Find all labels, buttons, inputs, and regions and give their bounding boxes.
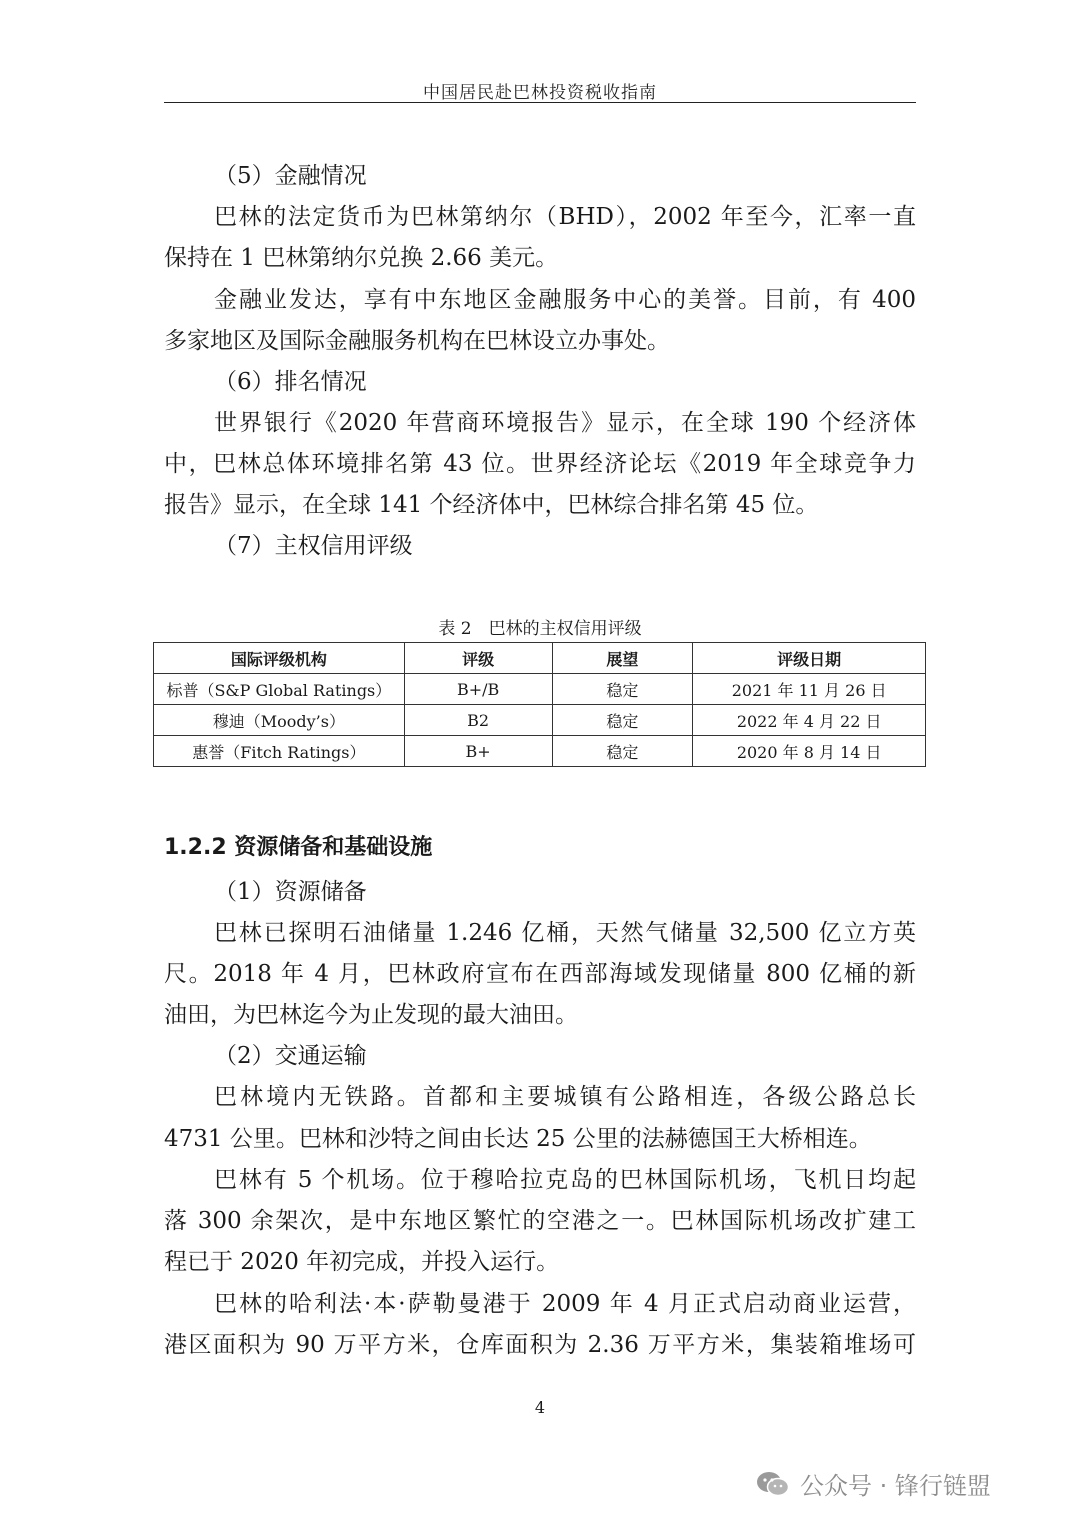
rating-cell: B+ bbox=[404, 736, 552, 767]
watermark bbox=[756, 1466, 991, 1501]
table-header-row bbox=[154, 643, 926, 674]
outlook-cell: 稳定 bbox=[552, 705, 693, 736]
agency-cell: 穆迪（Moody’s） bbox=[154, 705, 405, 736]
text-line: 报告》显示，在全球 141 个经济体中，巴林综合排名第 45 位。 bbox=[164, 492, 819, 518]
outlook-cell: 稳定 bbox=[552, 674, 693, 705]
text-line: 多家地区及国际金融服务机构在巴林设立办事处。 bbox=[164, 328, 670, 354]
text-line: 金融业发达，享有中东地区金融服务中心的美誉。目前，有 400 bbox=[214, 287, 916, 313]
column-header-agency: 国际评级机构 bbox=[154, 643, 405, 674]
table-row bbox=[154, 674, 926, 705]
text-line: 中，巴林总体环境排名第 43 位。世界经济论坛《2019 年全球竞争力 bbox=[164, 451, 916, 477]
date-cell: 2022 年 4 月 22 日 bbox=[693, 705, 926, 736]
text-line: 程已于 2020 年初完成，并投入运行。 bbox=[164, 1249, 560, 1275]
outlook-cell: 稳定 bbox=[552, 736, 693, 767]
date-cell: 2021 年 11 月 26 日 bbox=[693, 674, 926, 705]
text-line: 世界银行《2020 年营商环境报告》显示，在全球 190 个经济体 bbox=[214, 410, 916, 436]
rating-cell: B2 bbox=[404, 705, 552, 736]
text-line: 巴林有 5 个机场。位于穆哈拉克岛的巴林国际机场，飞机日均起 bbox=[214, 1167, 916, 1193]
text-line: 油田，为巴林迄今为止发现的最大油田。 bbox=[164, 1002, 578, 1028]
column-header-outlook: 展望 bbox=[552, 643, 693, 674]
text-line: 巴林的法定货币为巴林第纳尔（BHD），2002 年至今，汇率一直 bbox=[214, 204, 916, 230]
watermark-text: 公众号 · 锋行链盟 bbox=[800, 1472, 991, 1500]
text-line: 巴林境内无铁路。首都和主要城镇有公路相连，各级公路总长 bbox=[214, 1084, 916, 1110]
date-cell: 2020 年 8 月 14 日 bbox=[693, 736, 926, 767]
column-header-date: 评级日期 bbox=[693, 643, 926, 674]
section-heading: 1.2.2 资源储备和基础设施 bbox=[164, 835, 433, 860]
header-divider bbox=[164, 102, 916, 103]
text-line: 4731 公里。巴林和沙特之间由长达 25 公里的法赫德国王大桥相连。 bbox=[164, 1126, 872, 1152]
subheading-credit-rating: （7）主权信用评级 bbox=[214, 533, 413, 559]
table-row bbox=[154, 736, 926, 767]
subheading-ranking: （6）排名情况 bbox=[214, 369, 367, 395]
page-header-title: 中国居民赴巴林投资税收指南 bbox=[423, 83, 657, 103]
text-line: 尺。2018 年 4 月，巴林政府宣布在西部海域发现储量 800 亿桶的新 bbox=[164, 961, 916, 987]
column-header-rating: 评级 bbox=[404, 643, 552, 674]
agency-cell: 标普（S&P Global Ratings） bbox=[154, 674, 405, 705]
credit-rating-table bbox=[153, 642, 926, 767]
table-row bbox=[154, 705, 926, 736]
text-line: 落 300 余架次，是中东地区繁忙的空港之一。巴林国际机场改扩建工 bbox=[164, 1208, 916, 1234]
subheading-finance: （5）金融情况 bbox=[214, 163, 367, 189]
text-line: 港区面积为 90 万平方米，仓库面积为 2.36 万平方米，集装箱堆场可 bbox=[164, 1332, 916, 1358]
rating-cell: B+/B bbox=[404, 674, 552, 705]
wechat-icon bbox=[756, 1470, 790, 1498]
subheading-resources: （1）资源储备 bbox=[214, 879, 367, 905]
page-number: 4 bbox=[534, 1398, 546, 1417]
agency-cell: 惠誉（Fitch Ratings） bbox=[154, 736, 405, 767]
text-line: 保持在 1 巴林第纳尔兑换 2.66 美元。 bbox=[164, 245, 559, 271]
text-line: 巴林的哈利法·本·萨勒曼港于 2009 年 4 月正式启动商业运营， bbox=[214, 1291, 916, 1317]
text-line: 巴林已探明石油储量 1.246 亿桶，天然气储量 32,500 亿立方英 bbox=[214, 920, 916, 946]
subheading-transport: （2）交通运输 bbox=[214, 1043, 367, 1069]
table-caption: 表 2 巴林的主权信用评级 bbox=[438, 619, 642, 639]
